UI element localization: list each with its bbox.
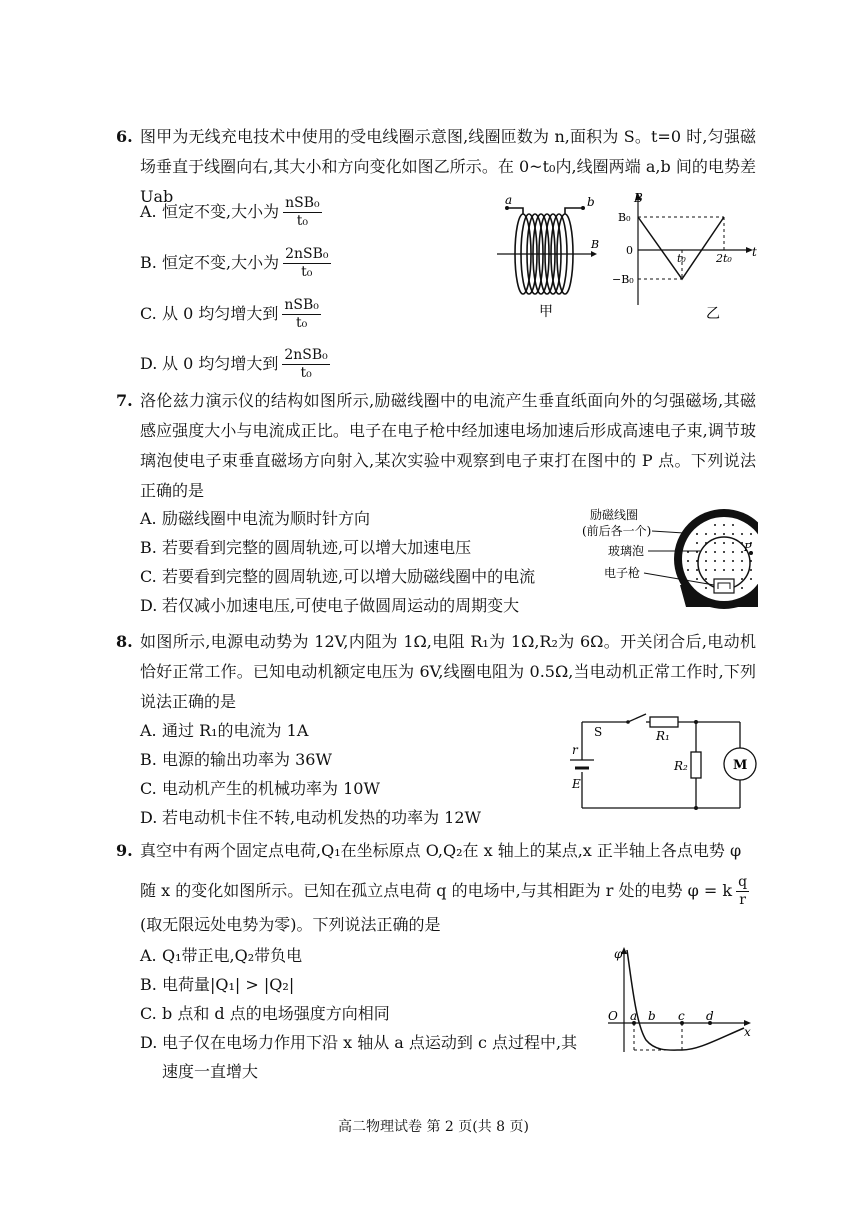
option-7c: C. 若要看到完整的圆周轨迹,可以增大励磁线圈中的电流 [140,567,536,586]
label-S: S [594,725,603,739]
field-dot [750,578,752,580]
question-stem: 洛伦兹力演示仪的结构如图所示,励磁线圈中的电流产生垂直纸面向外的匀强磁场,其磁感应强度大小与电流成正比。电子在电子枪中经加速电场加速后形成高速电子束,调节玻璃泡使电子束垂直磁场方向射入,某次实验中观察到电子束打在图中的 P 点。下列说法正确的是 [140,391,756,500]
field-dot [750,533,752,535]
field-dot [705,569,707,571]
field-dot [741,551,743,553]
question-8 [116,627,756,717]
field-dot [723,569,725,571]
label-c: c [678,1009,685,1023]
label-coil-note: (前后各一个) [582,524,652,538]
axis-t: t [752,245,757,259]
question-9-line-3: (取无限远处电势为零)。下列说法正确的是 [140,915,441,934]
field-dot [696,578,698,580]
field-dot [705,560,707,562]
field-dot [723,551,725,553]
option-7b: B. 若要看到完整的圆周轨迹,可以增大加速电压 [140,538,472,557]
field-dot [732,524,734,526]
option-9d: D. 电子仅在电场力作用下沿 x 轴从 a 点运动到 c 点过程中,其 [140,1033,578,1052]
label-a: a [505,196,513,207]
question-9 [116,836,756,866]
label-R2: R₂ [674,759,688,773]
field-dot [714,551,716,553]
question-9-line-2: 随 x 的变化如图所示。已知在孤立点电荷 q 的电场中,与其相距为 r 处的电势 φ = k $\frac{q}{r}$ [140,874,748,908]
caption-yi: 乙 [706,306,720,322]
field-dot [696,542,698,544]
field-dot [741,560,743,562]
caption-jia: 甲 [539,304,553,320]
field-dot [714,542,716,544]
label-b: b [587,196,595,209]
field-dot [723,533,725,535]
field-dot [741,587,743,589]
tick-zero: 0 [626,244,633,257]
lorentz-demonstrator-figure [568,503,758,615]
page-footer: 高二物理试卷 第 2 页(共 8 页) [338,1119,529,1135]
option-6d: D. 从 0 均匀增大到 $\frac{\text{2nSB₀}}{\text{t₀}}$ [140,347,328,381]
field-dot [705,551,707,553]
field-dot [705,578,707,580]
label-E: E [572,777,581,791]
field-dot [741,578,743,580]
option-8c: C. 电动机产生的机械功率为 10W [140,779,380,798]
field-dot [696,533,698,535]
option-7d: D. 若仅减小加速电压,可使电子做圆周运动的周期变大 [140,596,520,615]
option-9a: A. Q₁带正电,Q₂带负电 [140,946,303,965]
field-dot [732,560,734,562]
field-dot [687,569,689,571]
question-number: 9. [116,841,133,860]
field-dot [687,560,689,562]
question-number: 8. [116,632,133,651]
question-stem: 图甲为无线充电技术中使用的受电线圈示意图,线圈匝数为 n,面积为 S。t=0 时,匀强磁场垂直于线圈向右,其大小和方向变化如图乙所示。在 0~t₀内,线圈两端 a,b 间的电势差 Uab [140,127,756,206]
question-stem-line-1: 真空中有两个固定点电荷,Q₁在坐标原点 O,Q₂在 x 轴上的某点,x 正半轴上各点电势 φ [140,841,742,860]
question-number: 6. [116,127,133,146]
option-6b: B. 恒定不变,大小为 $\frac{\text{2nSB₀}}{\text{t₀}}$ [140,246,329,280]
tick-2t0: 2t₀ [716,252,732,265]
tick-t0: t₀ [677,252,686,265]
field-dot [705,533,707,535]
b-t-graph [612,190,762,325]
circuit-figure [558,712,770,814]
option-9d-cont: 速度一直增大 [162,1062,259,1081]
option-6a: A. 恒定不变,大小为 $\frac{\text{nSB₀}}{\text{t₀}}$ [140,195,320,229]
field-dot [732,569,734,571]
field-dot [714,524,716,526]
tick-B0: B₀ [618,211,631,224]
option-7a: A. 励磁线圈中电流为顺时针方向 [140,509,371,528]
option-8d: D. 若电动机卡住不转,电动机发热的功率为 12W [140,808,481,827]
question-stem: 如图所示,电源电动势为 12V,内阻为 1Ω,电阻 R₁为 1Ω,R₂为 6Ω。开关闭合后,电动机恰好正常工作。已知电动机额定电压为 6V,线圈电阻为 0.5Ω,当电动机正常工作时,下列说法正确的是 [140,632,756,711]
option-8a: A. 通过 R₁的电流为 1A [140,721,309,740]
field-dot [750,569,752,571]
label-d: d [706,1009,714,1023]
option-9b: B. 电荷量|Q₁| > |Q₂| [140,975,295,994]
field-dot [732,542,734,544]
field-dot [732,551,734,553]
question-number: 7. [116,391,133,410]
option-6c: C. 从 0 均匀增大到 $\frac{\text{nSB₀}}{\text{t₀}}$ [140,297,319,331]
tick-negB0: −B₀ [612,273,634,286]
potential-graph [598,944,758,1056]
field-dot [741,533,743,535]
option-8b: B. 电源的输出功率为 36W [140,750,332,769]
label-bulb: 玻璃泡 [608,544,645,558]
field-dot [705,587,707,589]
field-dot [732,533,734,535]
label-M: M [733,758,748,773]
field-dot [714,560,716,562]
axis-B: B [634,191,643,205]
coil-figure [495,196,605,326]
field-dot [741,569,743,571]
label-b: b [648,1009,656,1023]
field-dot [723,560,725,562]
field-dot [696,569,698,571]
label-B: B [591,238,600,251]
field-dot [723,524,725,526]
label-gun: 电子枪 [604,566,641,580]
field-dot [723,542,725,544]
label-coil: 励磁线圈 [590,508,639,522]
label-r: r [572,743,578,757]
option-9c: C. b 点和 d 点的电场强度方向相同 [140,1004,390,1023]
field-dot [714,533,716,535]
label-a: a [630,1009,638,1023]
label-R1: R₁ [656,729,670,743]
axis-phi: φ [614,947,623,961]
label-O: O [608,1009,618,1023]
field-dot [714,569,716,571]
axis-x: x [744,1025,751,1039]
label-P: P [744,541,752,554]
question-7 [116,386,756,506]
